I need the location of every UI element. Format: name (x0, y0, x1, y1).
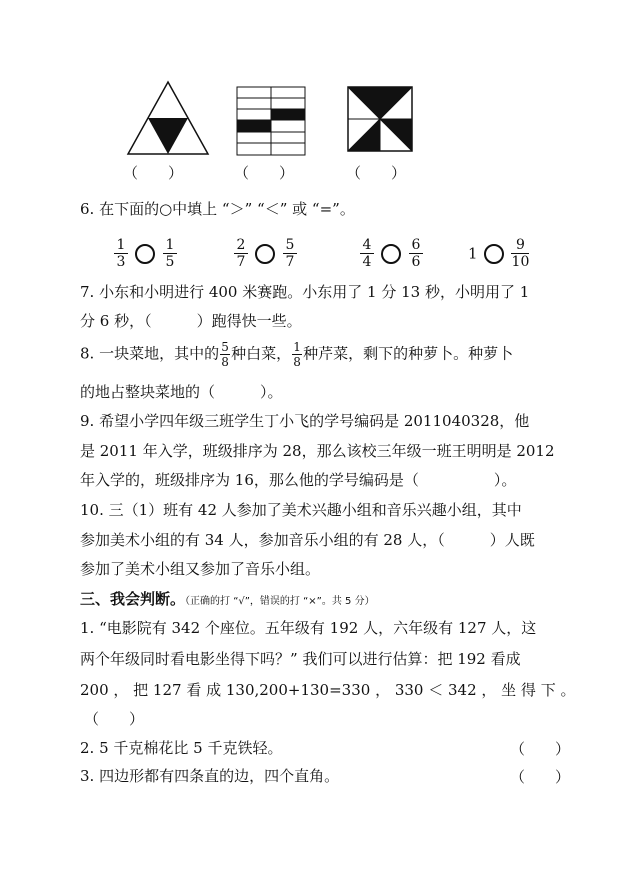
q7-line-1: 7. 小东和小明进行 400 米赛跑。小东用了 1 分 13 秒，小明用了 1 (80, 283, 530, 301)
compare-circle-2[interactable] (255, 244, 275, 264)
figure-blank-2[interactable]: （ ） (234, 164, 295, 182)
q6-item-1: $\frac{1}{3}$ $\frac{1}{5}$ (113, 238, 178, 269)
j2-text: 2. 5 千克棉花比 5 千克铁轻。 (80, 739, 283, 757)
figure-blank-3[interactable]: （ ） (346, 164, 407, 182)
compare-circle-4[interactable] (484, 244, 504, 264)
q6-item-4: 1 $\frac{9}{10}$ (468, 237, 530, 270)
q9-line-2: 是 2011 年入学，班级排序为 28，那么该校三年级一班王明明是 2012 (80, 442, 555, 460)
triangle-figure (126, 80, 210, 156)
j3-answer-blank[interactable]: （ ） (510, 768, 571, 786)
q10-line-2: 参加美术小组的有 34 人，参加音乐小组的有 28 人，（ ）人既 (80, 531, 535, 549)
q8-line-2: 的地占整块菜地的（ ）。 (80, 383, 283, 401)
j1-answer-blank[interactable]: （ ） (84, 710, 145, 728)
figure-blank-1[interactable]: （ ） (123, 164, 184, 182)
q6-item-3: $\frac{4}{4}$ $\frac{6}{6}$ (359, 238, 424, 269)
q9-line-3: 年入学的，班级排序为 16，那么他的学号编码是（ ）。 (80, 471, 517, 489)
j3-text: 3. 四边形都有四条直的边，四个直角。 (80, 767, 340, 785)
j1-line-2: 两个年级同时看电影坐得下吗？” 我们可以进行估算：把 192 看成 (80, 650, 521, 668)
j2-answer-blank[interactable]: （ ） (510, 740, 571, 758)
j1-line-3: 200 ， 把 127 看 成 130,200+130=330 ， 330 ＜ 342 ， 坐 得 下 。 (80, 681, 576, 699)
q8-line-1: 8. 一块菜地，其中的 $\frac{5}{8}$ 种白菜， $\frac{1}{8}$ 种芹菜，剩下的种萝卜。种萝卜 (80, 340, 514, 369)
q10-line-1: 10. 三（1）班有 42 人参加了美术兴趣小组和音乐兴趣小组，其中 (80, 501, 522, 519)
q6-item-2: $\frac{2}{7}$ $\frac{5}{7}$ (233, 238, 298, 269)
j1-line-1: 1. “电影院有 342 个座位。五年级有 192 人，六年级有 127 人，这 (80, 619, 537, 637)
q6-text: 6. 在下面的○中填上 “＞” “＜” 或 “=”。 (80, 200, 355, 218)
compare-circle-3[interactable] (381, 244, 401, 264)
compare-circle-1[interactable] (135, 244, 155, 264)
rectangle-grid-figure (236, 86, 306, 156)
square-pinwheel-figure (347, 86, 413, 152)
q10-line-3: 参加了美术小组又参加了音乐小组。 (80, 560, 321, 578)
section-3-heading: 三、我会判断。（正确的打 “√”，错误的打 “×”。共 5 分） (80, 590, 375, 608)
q9-line-1: 9. 希望小学四年级三班学生丁小飞的学号编码是 2011040328，他 (80, 412, 530, 430)
q7-line-2: 分 6 秒，（ ）跑得快一些。 (80, 312, 302, 330)
